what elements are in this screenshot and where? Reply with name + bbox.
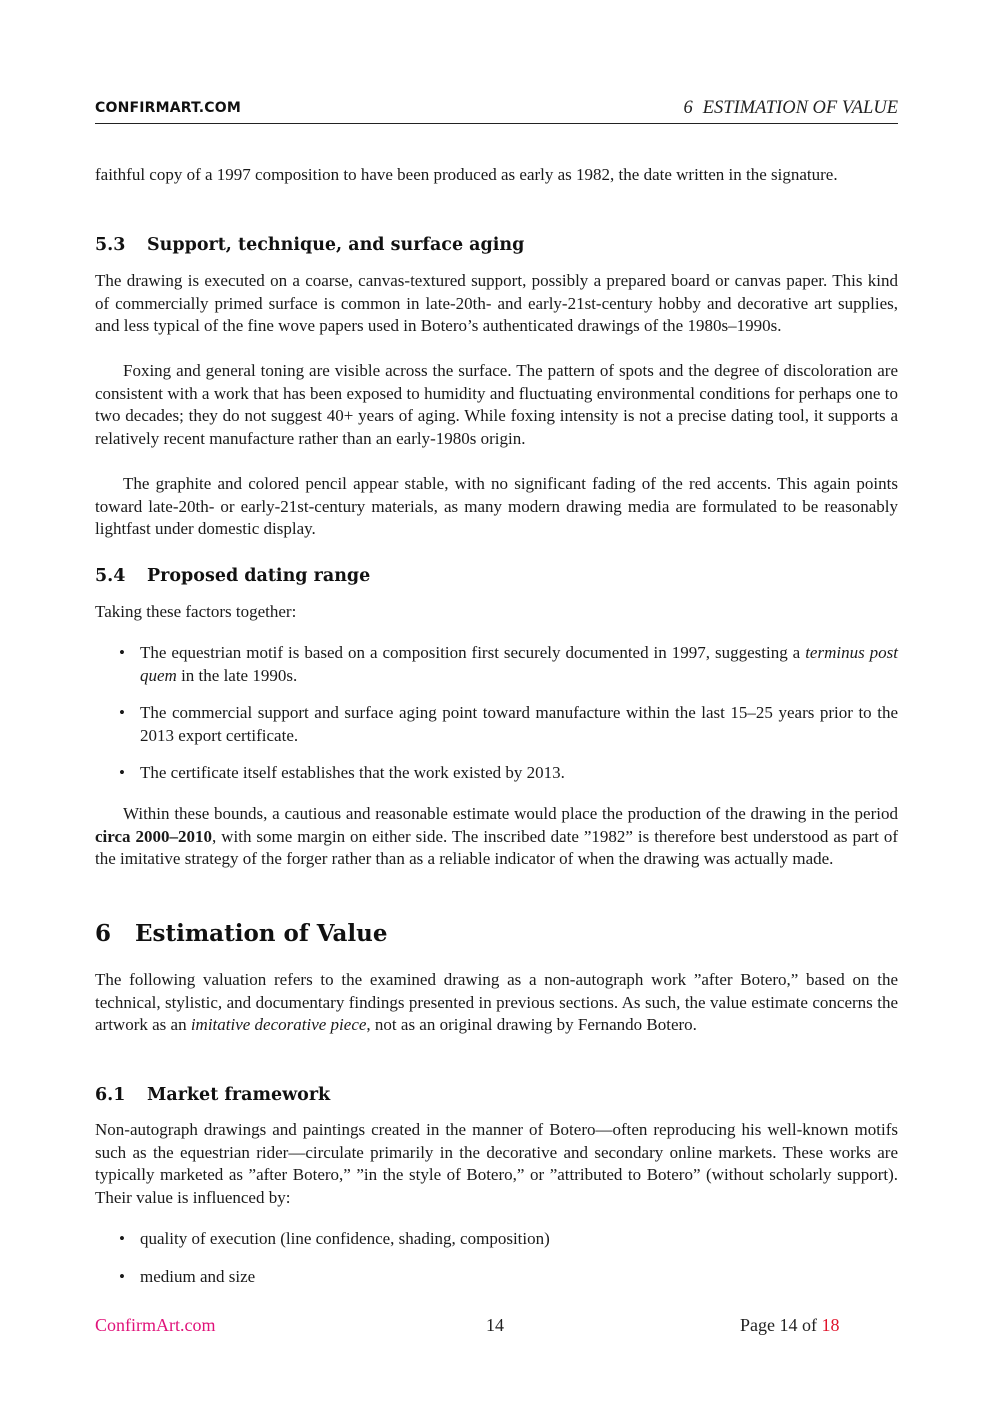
footer-page-number: 14 — [486, 1315, 504, 1335]
running-header-number: 6 — [683, 98, 693, 118]
section-title: Support, technique, and surface aging — [147, 235, 525, 255]
footer-page-label: Page 14 of — [740, 1315, 822, 1335]
section-5-3-paragraph-1: The drawing is executed on a coarse, canvas-textured support, possibly a prepared board or canvas paper. This kind of commercially primed surface is common in late-20th- and early-21st-century hobby and decorative art supplies, and less typical of the fine wove papers used in Botero’s authenticated drawings of the 1980s–1990s. — [95, 271, 898, 336]
page-header — [95, 96, 898, 124]
footer-page-total-link[interactable]: 18 — [821, 1315, 840, 1335]
footer-site-link[interactable]: ConfirmArt.com — [95, 1315, 216, 1335]
list-item — [95, 1266, 898, 1289]
running-header-title: ESTIMATION OF VALUE — [702, 98, 898, 118]
section-6-1-paragraph: Non-autograph drawings and paintings created in the manner of Botero—often reproducing his well-known motifs such as the equestrian rider—circulate primarily in the decorative and secondary online markets. These works are typically marketed as ”after Botero,” ”in the style of Botero,” or ”attributed to Botero” (without scholarly support). Their value is influenced by: — [95, 1120, 898, 1207]
section-number: 6.1 — [95, 1085, 126, 1105]
section-number: 5.4 — [95, 566, 126, 586]
list-item-text: medium and size — [140, 1267, 256, 1286]
list-item-text: The commercial support and surface aging point toward manufacture within the last 15–25 years prior to the 2013 export certificate. — [140, 703, 898, 745]
paragraph-italic: imitative decorative piece — [190, 1015, 367, 1035]
section-5-3-paragraph-3: The graphite and colored pencil appear stable, with no significant fading of the red accents. This again points toward late-20th- or early-21st-century materials, as many modern drawing media are formulated to be reasonably lightfast under domestic display. — [95, 474, 898, 539]
section-6-paragraph — [95, 969, 898, 1037]
bullet-icon: • — [119, 763, 125, 782]
section-title: Estimation of Value — [135, 920, 388, 947]
section-6-1-heading — [95, 1084, 330, 1107]
list-item — [95, 642, 898, 687]
section-number: 5.3 — [95, 235, 126, 255]
conclusion-text: , with some margin on either side. The inscribed date ”1982” is therefore best understood as part of the imitative strategy of the forger rather than as a reliable indicator of when the drawing was actually made. — [95, 826, 898, 869]
conclusion-text: Within these bounds, a cautious and reasonable estimate would place the production of the drawing in the period — [123, 804, 898, 823]
conclusion-bold: circa 2000–2010 — [95, 826, 213, 846]
list-item — [95, 762, 898, 785]
section-6-heading — [95, 920, 388, 947]
list-item-text: The certificate itself establishes that the work existed by 2013. — [140, 763, 565, 782]
paragraph-text: , not as an original drawing by Fernando Botero. — [366, 1015, 697, 1035]
list-item-text: in the late 1990s. — [176, 665, 298, 685]
section-5-4-heading — [95, 565, 370, 588]
section-number: 6 — [95, 920, 112, 947]
running-header — [683, 98, 898, 119]
section-title: Market framework — [147, 1085, 331, 1105]
bullet-icon: • — [119, 643, 125, 662]
bullet-icon: • — [119, 1267, 125, 1286]
list-item — [95, 702, 898, 747]
list-item — [95, 1228, 898, 1251]
bullet-icon: • — [119, 1229, 125, 1248]
list-item-italic: terminus post quem — [140, 643, 898, 685]
footer-page-count — [740, 1315, 839, 1336]
paragraph-text: The following valuation refers to the examined drawing as a non-autograph work ”after Botero,” based on the technical, stylistic, and documentary findings presented in previous sections. As such, the value estimate concerns the artwork as an — [95, 970, 898, 1035]
confirmart-logo: CONFIRMART.COM — [95, 100, 242, 116]
section-5-4-conclusion — [95, 803, 898, 871]
section-5-4-lead: Taking these factors together: — [95, 602, 297, 621]
section-5-3-heading — [95, 234, 524, 257]
bullet-icon: • — [119, 703, 125, 722]
section-title: Proposed dating range — [147, 566, 371, 586]
page-footer — [0, 1315, 993, 1339]
intro-paragraph: faithful copy of a 1997 composition to have been produced as early as 1982, the date written in the signature. — [95, 165, 838, 184]
list-item-text: The equestrian motif is based on a composition first securely documented in 1997, suggesting a — [140, 643, 806, 662]
list-item-text: quality of execution (line confidence, shading, composition) — [140, 1229, 550, 1248]
section-5-3-paragraph-2: Foxing and general toning are visible across the surface. The pattern of spots and the degree of discoloration are consistent with a work that has been exposed to humidity and fluctuating environmental conditions for perhaps one to two decades; they do not suggest 40+ years of aging. While foxing intensity is not a precise dating tool, it supports a relatively recent manufacture rather than an early-1980s origin. — [95, 361, 898, 448]
